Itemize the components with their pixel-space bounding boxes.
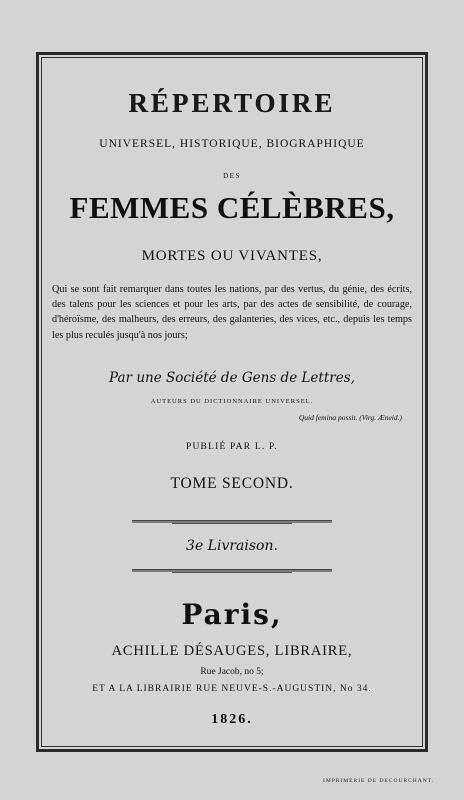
city: Paris, — [181, 598, 283, 631]
imprimerie-line: IMPRIMERIE DE DECOURCHANT. — [323, 778, 434, 784]
livraison-line: 3e Livraison. — [186, 538, 278, 554]
publie-line: PUBLIÉ PAR L. P. — [186, 442, 278, 452]
ornament-rule-top — [132, 519, 332, 525]
address: Rue Jacob, no 5; — [200, 667, 264, 677]
auteurs-line: AUTEURS DU DICTIONNAIRE UNIVERSEL. — [150, 398, 314, 405]
description-paragraph: Qui se sont fait remarquer dans toutes les nations, par des vertus, du génie, des écrits, des talens pour les sciences et pour les arts, par des actes de sensibilité, de courage, d'héroïsme, des malheurs, des erreurs, des galanteries, des vices, etc., depuis les temps les plus reculés jusqu'à nos jours; — [52, 284, 412, 341]
subtitle: UNIVERSEL, HISTORIQUE, BIOGRAPHIQUE — [99, 138, 365, 150]
latin-quote: Quid femina possit. (Virg. Æneid.) — [298, 413, 402, 422]
mortes-line: MORTES OU VIVANTES, — [141, 248, 323, 264]
main-title: FEMMES CÉLÈBRES, — [69, 190, 395, 225]
des-word: DES — [223, 172, 241, 180]
title-page-content — [44, 60, 420, 744]
societe-line: Par une Société de Gens de Lettres, — [109, 370, 355, 386]
publisher: ACHILLE DÉSAUGES, LIBRAIRE, — [111, 643, 353, 659]
tome-line: TOME SECOND. — [170, 475, 294, 492]
ornament-rule-bottom — [132, 568, 332, 574]
librairie-line: ET A LA LIBRAIRIE RUE NEUVE-S.-AUGUSTIN, No 34. — [92, 684, 372, 694]
title: RÉPERTOIRE — [128, 88, 336, 118]
year: 1826. — [211, 712, 253, 727]
